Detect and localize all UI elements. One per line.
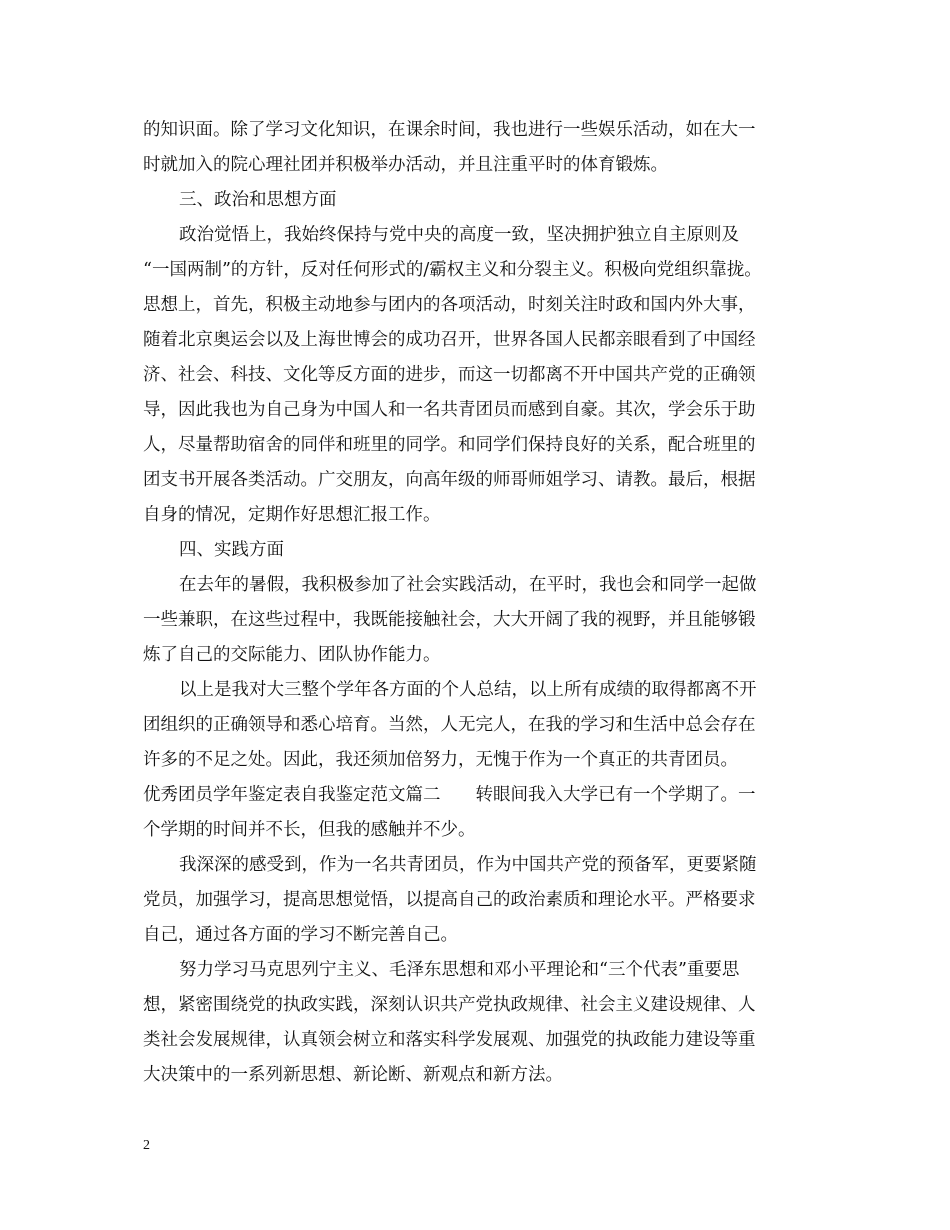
text-line: 的知识面。除了学习文化知识，在课余时间，我也进行一些娱乐活动，如在大一 (143, 120, 756, 140)
text-line: 人，尽量帮助宿舍的同伴和班里的同学。和同学们保持良好的关系，配合班里的 (143, 435, 756, 455)
text-line: 四、实践方面 (179, 540, 284, 560)
text-line: 团支书开展各类活动。广交朋友，向高年级的师哥师姐学习、请教。最后，根据 (143, 470, 756, 490)
text-line: 思想上，首先，积极主动地参与团内的各项活动，时刻关注时政和国内外大事， (143, 295, 756, 315)
text-line: 三、政治和思想方面 (179, 190, 337, 210)
text-line: 许多的不足之处。因此，我还须加倍努力，无愧于作为一个真正的共青团员。 (143, 750, 738, 770)
text-line: 想，紧密围绕党的执政实践，深刻认识共产党执政规律、社会主义建设规律、人 (143, 995, 756, 1015)
text-line: 政治觉悟上，我始终保持与党中央的高度一致，坚决拥护独立自主原则及 (179, 225, 739, 245)
text-line: 时就加入的院心理社团并积极举办活动，并且注重平时的体育锻炼。 (143, 155, 668, 175)
text-line: 个学期的时间并不长，但我的感触并不少。 (143, 820, 476, 840)
text-line: 一些兼职，在这些过程中，我既能接触社会，大大开阔了我的视野，并且能够锻 (143, 610, 756, 630)
text-line: 党员，加强学习，提高思想觉悟，以提高自己的政治素质和理论水平。严格要求 (143, 890, 756, 910)
text-line: 大决策中的一系列新思想、新论断、新观点和新方法。 (143, 1065, 563, 1085)
text-line: 团组织的正确领导和悉心培育。当然，人无完人，在我的学习和生活中总会存在 (143, 715, 756, 735)
text-line: 济、社会、科技、文化等反方面的进步，而这一切都离不开中国共产党的正确领 (143, 365, 756, 385)
text-line: 努力学习马克思列宁主义、毛泽东思想和邓小平理论和“三个代表”重要思 (179, 960, 740, 980)
text-line: 炼了自己的交际能力、团队协作能力。 (143, 645, 441, 665)
document-body (143, 113, 813, 1093)
text-line: 自身的情况，定期作好思想汇报工作。 (143, 505, 441, 525)
text-line: “一国两制”的方针，反对任何形式的/霸权主义和分裂主义。积极向党组织靠拢。 (143, 260, 762, 280)
text-line: 随着北京奥运会以及上海世博会的成功召开，世界各国人民都亲眼看到了中国经 (143, 330, 756, 350)
text-line: 自己，通过各方面的学习不断完善自己。 (143, 925, 458, 945)
text-line: 以上是我对大三整个学年各方面的个人总结，以上所有成绩的取得都离不开 (179, 680, 757, 700)
text-line: 在去年的暑假，我积极参加了社会实践活动，在平时，我也会和同学一起做 (179, 575, 757, 595)
text-line: 导，因此我也为自己身为中国人和一名共青团员而感到自豪。其次，学会乐于助 (143, 400, 756, 420)
text-line: 优秀团员学年鉴定表自我鉴定范文篇二 转眼间我入大学已有一个学期了。一 (143, 785, 756, 805)
text-line: 类社会发展规律，认真领会树立和落实科学发展观、加强党的执政能力建设等重 (143, 1030, 756, 1050)
text-line: 我深深的感受到，作为一名共青团员，作为中国共产党的预备军，更要紧随 (179, 855, 757, 875)
page-number: 2 (143, 1138, 150, 1153)
